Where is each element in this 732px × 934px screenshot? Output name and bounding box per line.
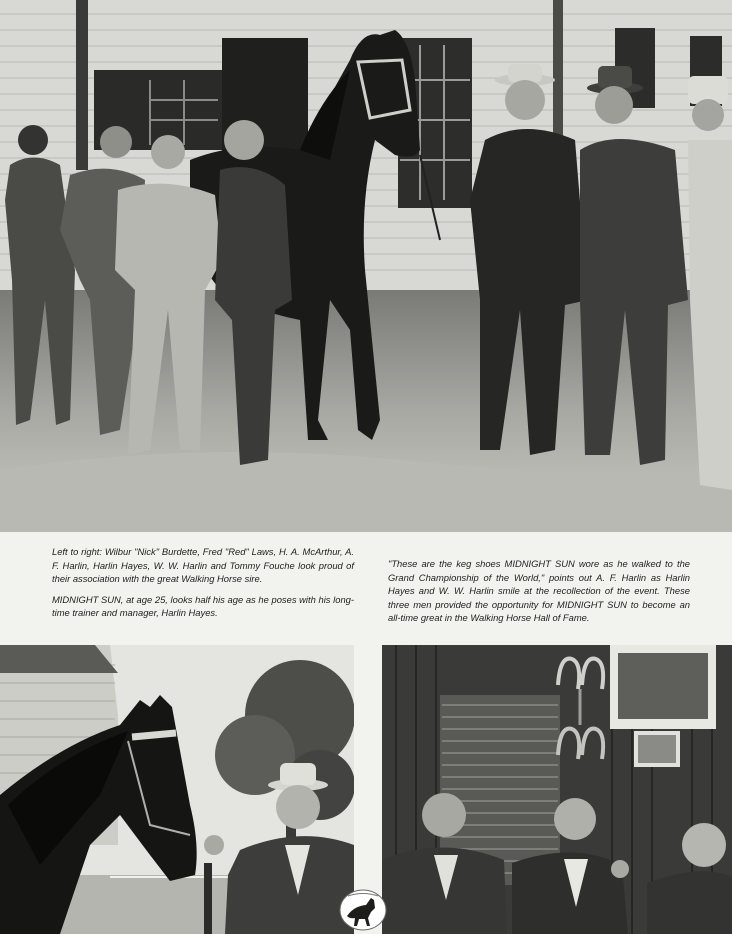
caption-portrait-photo: MIDNIGHT SUN, at age 25, looks half his age as he poses with his long-time trainer and manager, Harlin Hayes.: [52, 593, 354, 619]
portrait-photo: [0, 645, 354, 934]
keg-shoes-photo: [382, 645, 732, 934]
caption-group-photo: Left to right: Wilbur "Nick" Burdette, Fred "Red" Laws, H. A. McArthur, A. F. Harlin, Harlin Hayes, W. W. Harlin and Tommy Fouche look proud of their association with the great Walking Horse sire.: [52, 546, 354, 585]
walking-horse-logo-icon: [338, 888, 388, 932]
caption-keg-shoes-photo: "These are the keg shoes MIDNIGHT SUN wore as he walked to the Grand Championship of the World," points out A. F. Harlin as Harlin Hayes and W. W. Harlin smile at the recollection of the event. These three men provided the opportunity for MIDNIGHT SUN to become an all-time great in the Walking Horse Hall of Fame.: [388, 558, 690, 624]
caption-left: [52, 545, 354, 620]
caption-right: [388, 557, 690, 625]
